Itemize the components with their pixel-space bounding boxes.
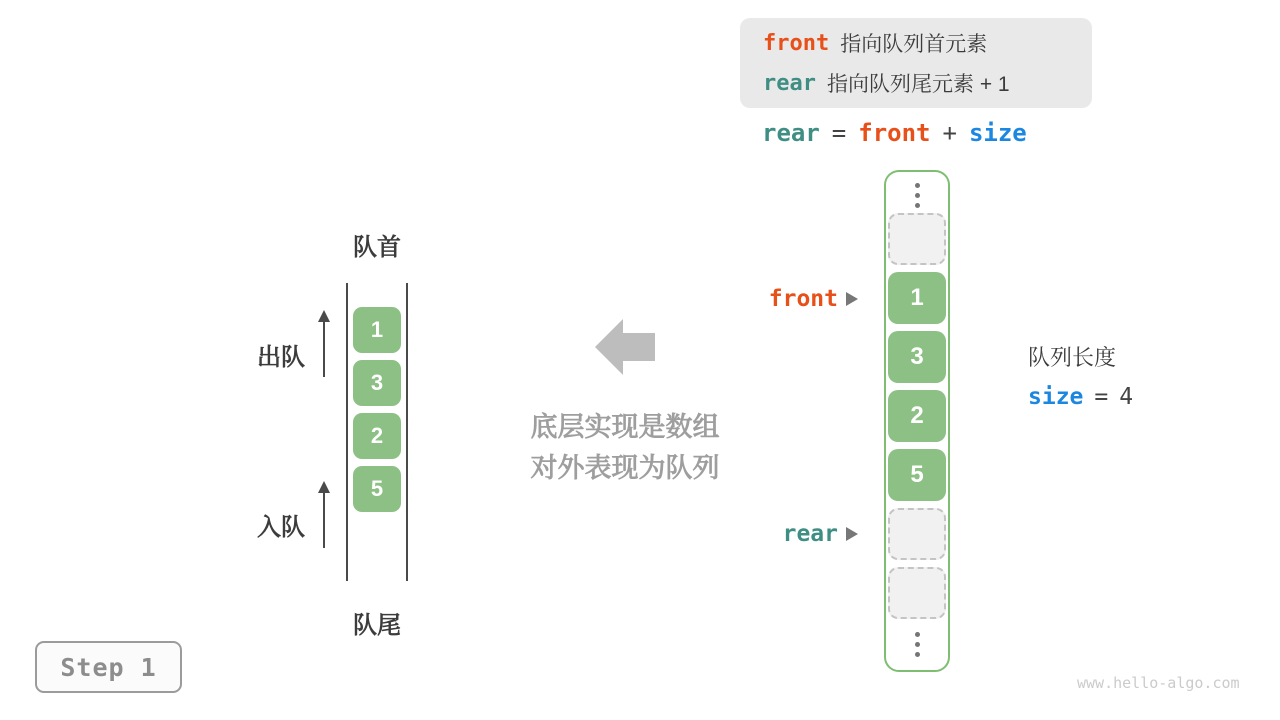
legend-line-front [763, 28, 1092, 58]
array-cell-empty [888, 213, 946, 265]
caption-line-1: 底层实现是数组 [530, 412, 720, 442]
rear-pointer [732, 521, 858, 547]
rear-description: 指向队列尾元素 + 1 [826, 73, 1010, 96]
formula-equals: = [831, 119, 847, 147]
queue-head-label: 队首 [353, 234, 401, 261]
size-equals: = [1094, 384, 1109, 410]
left-block-arrow-icon [595, 319, 655, 375]
queue-length-label: 队列长度 [1028, 345, 1117, 370]
rear-keyword: rear [763, 70, 816, 96]
enqueue-label: 入队 [257, 514, 305, 541]
size-keyword: size [1028, 384, 1084, 410]
size-value-line [1028, 384, 1133, 410]
formula-rear: rear [762, 119, 820, 147]
legend-box [740, 18, 1092, 108]
queue-cell: 2 [353, 413, 401, 459]
formula-size: size [968, 119, 1027, 147]
queue-cell: 3 [353, 360, 401, 406]
enqueue-arrow-icon [317, 481, 331, 548]
front-description: 指向队列首元素 [840, 33, 988, 56]
watermark: www.hello-algo.com [1077, 674, 1240, 692]
array-cell-empty [888, 508, 946, 560]
pointer-arrow-icon [846, 292, 858, 306]
front-keyword: front [763, 30, 830, 56]
queue-tail-label: 队尾 [353, 612, 401, 639]
dequeue-arrow-icon [317, 310, 331, 377]
size-value: 4 [1119, 384, 1134, 410]
pointer-arrow-icon [846, 527, 858, 541]
array-cell-empty [888, 567, 946, 619]
step-badge: Step 1 [35, 641, 182, 693]
legend-line-rear [763, 68, 1092, 98]
queue-length-info [1028, 341, 1133, 410]
formula-front: front [858, 119, 931, 147]
caption-line-2: 对外表现为队列 [530, 453, 720, 483]
front-pointer-label: front [768, 286, 838, 312]
ellipsis-dots-bottom-icon [886, 632, 948, 657]
ellipsis-dots-top-icon [886, 183, 948, 208]
pointer-formula [762, 119, 1027, 147]
caption [500, 407, 750, 489]
front-pointer [732, 286, 858, 312]
dequeue-label: 出队 [257, 344, 305, 371]
queue-wall-left [346, 283, 348, 581]
queue-cell: 5 [353, 466, 401, 512]
queue-cell: 1 [353, 307, 401, 353]
array-cell: 2 [888, 390, 946, 442]
array-cell: 5 [888, 449, 946, 501]
formula-plus: + [942, 119, 957, 147]
array-cell: 1 [888, 272, 946, 324]
array-cell: 3 [888, 331, 946, 383]
rear-pointer-label: rear [782, 521, 838, 547]
queue-wall-right [406, 283, 408, 581]
array-container [884, 170, 950, 672]
